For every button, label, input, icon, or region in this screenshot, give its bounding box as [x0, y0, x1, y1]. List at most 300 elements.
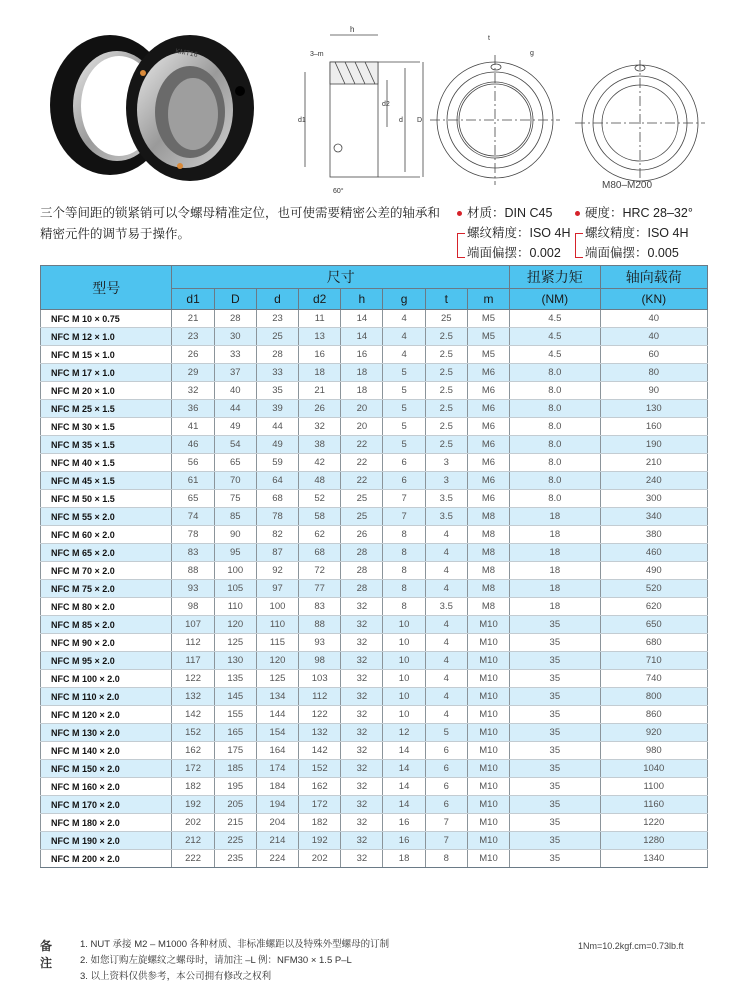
cell-m: M10	[467, 652, 509, 670]
table-row	[41, 400, 708, 418]
cell-h: 32	[341, 724, 383, 742]
label-g: g	[530, 50, 534, 57]
cell-torque: 35	[510, 724, 600, 742]
cell-d1: 41	[172, 418, 214, 436]
cell-g: 10	[383, 652, 425, 670]
cell-model: NFC M 170 × 2.0	[41, 796, 172, 814]
cell-m: M6	[467, 490, 509, 508]
table-row	[41, 796, 708, 814]
cell-d: 25	[256, 328, 298, 346]
cell-torque: 4.5	[510, 310, 600, 328]
cell-m: M10	[467, 724, 509, 742]
cell-d2: 26	[299, 400, 341, 418]
cell-t: 4	[425, 526, 467, 544]
cell-g: 5	[383, 364, 425, 382]
note-item: 1. NUT 承接 M2 – M1000 各种材质、非标准螺距以及特殊外型螺母的订制	[80, 939, 390, 950]
cell-D: 54	[214, 436, 256, 454]
header-load: 轴向载荷	[600, 266, 707, 289]
cell-d2: 18	[299, 364, 341, 382]
unit-conversion: 1Nm=10.2kgf.cm=0.73lb.ft	[578, 941, 684, 951]
cell-model: NFC M 65 × 2.0	[41, 544, 172, 562]
cell-h: 20	[341, 400, 383, 418]
cell-d: 68	[256, 490, 298, 508]
cell-d1: 88	[172, 562, 214, 580]
cell-g: 10	[383, 688, 425, 706]
table-row	[41, 310, 708, 328]
cell-h: 25	[341, 490, 383, 508]
cell-h: 32	[341, 832, 383, 850]
cell-t: 7	[425, 814, 467, 832]
cell-t: 7	[425, 832, 467, 850]
cell-model: NFC M 150 × 2.0	[41, 760, 172, 778]
cell-m: M6	[467, 472, 509, 490]
cell-D: 40	[214, 382, 256, 400]
cell-load: 860	[600, 706, 707, 724]
cell-t: 8	[425, 850, 467, 868]
cell-m: M10	[467, 688, 509, 706]
cell-load: 340	[600, 508, 707, 526]
cell-h: 20	[341, 418, 383, 436]
table-row	[41, 508, 708, 526]
cell-d: 49	[256, 436, 298, 454]
cell-model: NFC M 75 × 2.0	[41, 580, 172, 598]
cell-torque: 18	[510, 544, 600, 562]
cell-torque: 8.0	[510, 400, 600, 418]
cell-d: 204	[256, 814, 298, 832]
front-view	[430, 35, 560, 185]
cell-d1: 202	[172, 814, 214, 832]
cell-model: NFC M 30 × 1.5	[41, 418, 172, 436]
cell-D: 135	[214, 670, 256, 688]
cell-m: M10	[467, 616, 509, 634]
cell-D: 235	[214, 850, 256, 868]
cell-t: 6	[425, 796, 467, 814]
cell-torque: 8.0	[510, 418, 600, 436]
lock-nut-front	[126, 35, 254, 181]
cell-t: 3.5	[425, 490, 467, 508]
cell-t: 2.5	[425, 400, 467, 418]
cell-d: 154	[256, 724, 298, 742]
cell-model: NFC M 80 × 2.0	[41, 598, 172, 616]
cell-h: 32	[341, 598, 383, 616]
cell-m: M10	[467, 670, 509, 688]
cell-h: 32	[341, 688, 383, 706]
cell-model: NFC M 17 × 1.0	[41, 364, 172, 382]
cell-d2: 162	[299, 778, 341, 796]
cell-d: 110	[256, 616, 298, 634]
cell-torque: 18	[510, 580, 600, 598]
table-row	[41, 490, 708, 508]
cell-g: 14	[383, 760, 425, 778]
cell-h: 32	[341, 814, 383, 832]
cell-torque: 8.0	[510, 454, 600, 472]
table-row	[41, 850, 708, 868]
cell-torque: 35	[510, 634, 600, 652]
table-body	[41, 310, 708, 868]
label-h: h	[350, 25, 355, 34]
cell-D: 145	[214, 688, 256, 706]
cell-d1: 93	[172, 580, 214, 598]
cell-D: 100	[214, 562, 256, 580]
cell-d1: 98	[172, 598, 214, 616]
cell-d2: 172	[299, 796, 341, 814]
table-row	[41, 616, 708, 634]
table-row	[41, 436, 708, 454]
header-torque-unit: (NM)	[510, 289, 600, 310]
cell-model: NFC M 160 × 2.0	[41, 778, 172, 796]
table-row	[41, 742, 708, 760]
cell-d2: 88	[299, 616, 341, 634]
cell-d1: 56	[172, 454, 214, 472]
cell-model: NFC M 40 × 1.5	[41, 454, 172, 472]
table-row	[41, 418, 708, 436]
table-row	[41, 598, 708, 616]
cell-d1: 212	[172, 832, 214, 850]
cell-h: 14	[341, 310, 383, 328]
cell-h: 14	[341, 328, 383, 346]
cell-torque: 8.0	[510, 364, 600, 382]
cell-h: 32	[341, 760, 383, 778]
label-d1: d1	[298, 117, 306, 124]
cell-d1: 112	[172, 634, 214, 652]
header-h: h	[341, 289, 383, 310]
cell-g: 4	[383, 346, 425, 364]
cell-model: NFC M 90 × 2.0	[41, 634, 172, 652]
cell-h: 22	[341, 436, 383, 454]
cell-D: 30	[214, 328, 256, 346]
bullet-icon	[575, 211, 580, 216]
cell-D: 85	[214, 508, 256, 526]
cell-m: M10	[467, 706, 509, 724]
cell-t: 4	[425, 652, 467, 670]
cell-m: M6	[467, 436, 509, 454]
cell-t: 4	[425, 670, 467, 688]
notes-label: 备注	[40, 939, 53, 970]
cell-d2: 21	[299, 382, 341, 400]
cell-D: 65	[214, 454, 256, 472]
cell-D: 175	[214, 742, 256, 760]
cell-torque: 35	[510, 706, 600, 724]
cell-t: 4	[425, 544, 467, 562]
note-item: 2. 如您订购左旋螺纹之螺母时，请加注 –L 例：NFM30 × 1.5 P–L	[80, 955, 352, 966]
cell-model: NFC M 85 × 2.0	[41, 616, 172, 634]
table-row	[41, 760, 708, 778]
header-load-unit: (KN)	[600, 289, 707, 310]
cell-d2: 62	[299, 526, 341, 544]
drawing-caption: M80–M200	[602, 180, 653, 191]
spec-column-1	[455, 203, 590, 263]
cell-m: M6	[467, 382, 509, 400]
label-D: D	[417, 117, 423, 124]
cell-load: 460	[600, 544, 707, 562]
cell-m: M5	[467, 346, 509, 364]
cell-load: 800	[600, 688, 707, 706]
cell-g: 12	[383, 724, 425, 742]
cell-h: 18	[341, 364, 383, 382]
cell-t: 2.5	[425, 436, 467, 454]
cell-d: 164	[256, 742, 298, 760]
cell-d: 125	[256, 670, 298, 688]
cell-g: 16	[383, 814, 425, 832]
cell-h: 32	[341, 616, 383, 634]
cell-d2: 112	[299, 688, 341, 706]
cell-g: 8	[383, 598, 425, 616]
cell-model: NFC M 100 × 2.0	[41, 670, 172, 688]
cell-m: M10	[467, 814, 509, 832]
cell-d1: 36	[172, 400, 214, 418]
cell-h: 32	[341, 634, 383, 652]
cell-d: 214	[256, 832, 298, 850]
cell-load: 490	[600, 562, 707, 580]
cell-load: 190	[600, 436, 707, 454]
cell-torque: 8.0	[510, 490, 600, 508]
cell-t: 6	[425, 742, 467, 760]
cell-load: 710	[600, 652, 707, 670]
cell-g: 10	[383, 634, 425, 652]
cell-g: 8	[383, 526, 425, 544]
cell-load: 1040	[600, 760, 707, 778]
cell-model: NFC M 140 × 2.0	[41, 742, 172, 760]
cell-D: 28	[214, 310, 256, 328]
cell-D: 90	[214, 526, 256, 544]
cell-m: M6	[467, 400, 509, 418]
cell-h: 32	[341, 850, 383, 868]
cell-d2: 16	[299, 346, 341, 364]
cell-g: 16	[383, 832, 425, 850]
cell-d: 144	[256, 706, 298, 724]
cell-d1: 74	[172, 508, 214, 526]
cell-d: 194	[256, 796, 298, 814]
cell-t: 3.5	[425, 598, 467, 616]
cell-m: M8	[467, 544, 509, 562]
cell-D: 165	[214, 724, 256, 742]
cell-d1: 152	[172, 724, 214, 742]
cell-d2: 32	[299, 418, 341, 436]
cell-d2: 182	[299, 814, 341, 832]
cell-t: 25	[425, 310, 467, 328]
cell-D: 75	[214, 490, 256, 508]
cell-load: 1160	[600, 796, 707, 814]
cell-g: 5	[383, 418, 425, 436]
cell-g: 14	[383, 796, 425, 814]
cell-load: 920	[600, 724, 707, 742]
cell-model: NFC M 12 × 1.0	[41, 328, 172, 346]
cell-h: 32	[341, 670, 383, 688]
engraving: KMT16	[174, 48, 199, 59]
cell-torque: 8.0	[510, 382, 600, 400]
table-row	[41, 778, 708, 796]
spec-hardness: 硬度：HRC 28–32°	[573, 203, 708, 223]
cell-m: M8	[467, 580, 509, 598]
cell-d1: 162	[172, 742, 214, 760]
cell-d2: 68	[299, 544, 341, 562]
cell-t: 4	[425, 706, 467, 724]
label-angle: 60°	[333, 188, 344, 195]
cell-g: 5	[383, 400, 425, 418]
cell-t: 2.5	[425, 382, 467, 400]
cell-h: 32	[341, 742, 383, 760]
cell-load: 1340	[600, 850, 707, 868]
cell-d1: 117	[172, 652, 214, 670]
cell-D: 205	[214, 796, 256, 814]
cell-load: 160	[600, 418, 707, 436]
cell-d2: 152	[299, 760, 341, 778]
spec-column-2	[573, 203, 708, 263]
table-row	[41, 688, 708, 706]
header-d1: d1	[172, 289, 214, 310]
cell-g: 14	[383, 742, 425, 760]
cell-load: 40	[600, 310, 707, 328]
cell-load: 90	[600, 382, 707, 400]
cell-model: NFC M 110 × 2.0	[41, 688, 172, 706]
cell-load: 300	[600, 490, 707, 508]
table-row	[41, 562, 708, 580]
header-m: m	[467, 289, 509, 310]
technical-drawing	[290, 10, 730, 195]
cell-m: M8	[467, 562, 509, 580]
cell-torque: 18	[510, 598, 600, 616]
cell-m: M8	[467, 508, 509, 526]
front-view-m80-m200	[575, 60, 705, 186]
cell-load: 240	[600, 472, 707, 490]
header-model: 型号	[41, 266, 172, 310]
cell-g: 6	[383, 472, 425, 490]
cell-h: 16	[341, 346, 383, 364]
cell-D: 49	[214, 418, 256, 436]
table-row	[41, 706, 708, 724]
cell-h: 32	[341, 652, 383, 670]
cell-torque: 35	[510, 652, 600, 670]
cell-load: 40	[600, 328, 707, 346]
cell-d2: 42	[299, 454, 341, 472]
cell-d: 184	[256, 778, 298, 796]
table-row	[41, 364, 708, 382]
cell-h: 25	[341, 508, 383, 526]
cell-load: 60	[600, 346, 707, 364]
cell-D: 225	[214, 832, 256, 850]
cell-m: M6	[467, 418, 509, 436]
cell-h: 32	[341, 796, 383, 814]
bullet-icon	[457, 211, 462, 216]
cell-t: 3	[425, 454, 467, 472]
table-row	[41, 454, 708, 472]
cell-t: 2.5	[425, 328, 467, 346]
notes-list	[80, 937, 500, 985]
table-row	[41, 832, 708, 850]
cell-d1: 65	[172, 490, 214, 508]
cell-d: 23	[256, 310, 298, 328]
cell-t: 6	[425, 760, 467, 778]
cell-model: NFC M 15 × 1.0	[41, 346, 172, 364]
cell-load: 1220	[600, 814, 707, 832]
cell-model: NFC M 60 × 2.0	[41, 526, 172, 544]
cell-d: 100	[256, 598, 298, 616]
cell-d: 115	[256, 634, 298, 652]
cell-load: 210	[600, 454, 707, 472]
cell-g: 6	[383, 454, 425, 472]
cell-d1: 107	[172, 616, 214, 634]
cell-D: 70	[214, 472, 256, 490]
cell-torque: 35	[510, 814, 600, 832]
cell-d2: 13	[299, 328, 341, 346]
cell-D: 33	[214, 346, 256, 364]
cell-load: 1100	[600, 778, 707, 796]
cell-D: 37	[214, 364, 256, 382]
cell-t: 5	[425, 724, 467, 742]
table-row	[41, 724, 708, 742]
cell-model: NFC M 10 × 0.75	[41, 310, 172, 328]
cell-d1: 61	[172, 472, 214, 490]
cell-m: M10	[467, 796, 509, 814]
cell-model: NFC M 20 × 1.0	[41, 382, 172, 400]
cell-D: 130	[214, 652, 256, 670]
cell-g: 4	[383, 310, 425, 328]
cell-t: 4	[425, 562, 467, 580]
cell-d: 44	[256, 418, 298, 436]
table-row	[41, 634, 708, 652]
cell-m: M10	[467, 850, 509, 868]
cell-d2: 93	[299, 634, 341, 652]
cell-g: 18	[383, 850, 425, 868]
cell-torque: 18	[510, 562, 600, 580]
cell-h: 18	[341, 382, 383, 400]
cell-model: NFC M 95 × 2.0	[41, 652, 172, 670]
cell-g: 10	[383, 706, 425, 724]
cell-torque: 4.5	[510, 328, 600, 346]
table-row	[41, 346, 708, 364]
header-t: t	[425, 289, 467, 310]
note-item: 3. 以上资料仅供参考，本公司拥有修改之权利	[80, 971, 272, 982]
cell-torque: 18	[510, 508, 600, 526]
cell-h: 28	[341, 544, 383, 562]
cell-d1: 83	[172, 544, 214, 562]
cell-d1: 29	[172, 364, 214, 382]
cell-t: 4	[425, 688, 467, 706]
cell-model: NFC M 35 × 1.5	[41, 436, 172, 454]
cell-h: 28	[341, 580, 383, 598]
label-m: 3–m	[310, 51, 324, 58]
cell-m: M6	[467, 454, 509, 472]
cell-t: 4	[425, 616, 467, 634]
cell-m: M8	[467, 598, 509, 616]
header-g: g	[383, 289, 425, 310]
cell-torque: 35	[510, 616, 600, 634]
cell-torque: 8.0	[510, 472, 600, 490]
cell-D: 155	[214, 706, 256, 724]
product-photo-lock-nuts	[35, 18, 285, 188]
table-row	[41, 382, 708, 400]
cell-t: 4	[425, 634, 467, 652]
cell-m: M10	[467, 742, 509, 760]
intro-text: 三个等间距的锁紧销可以令螺母精准定位，也可使需要精密公差的轴承和精密元件的调节易于操作。	[40, 206, 441, 241]
cell-t: 2.5	[425, 346, 467, 364]
cell-g: 8	[383, 562, 425, 580]
table-row	[41, 526, 708, 544]
cell-torque: 8.0	[510, 436, 600, 454]
cell-torque: 35	[510, 796, 600, 814]
cell-load: 380	[600, 526, 707, 544]
cell-g: 4	[383, 328, 425, 346]
cell-t: 2.5	[425, 364, 467, 382]
cell-d: 78	[256, 508, 298, 526]
label-t: t	[488, 35, 490, 42]
cell-model: NFC M 180 × 2.0	[41, 814, 172, 832]
cell-d1: 132	[172, 688, 214, 706]
cell-d2: 202	[299, 850, 341, 868]
cell-d: 120	[256, 652, 298, 670]
cell-d1: 78	[172, 526, 214, 544]
cell-d2: 11	[299, 310, 341, 328]
